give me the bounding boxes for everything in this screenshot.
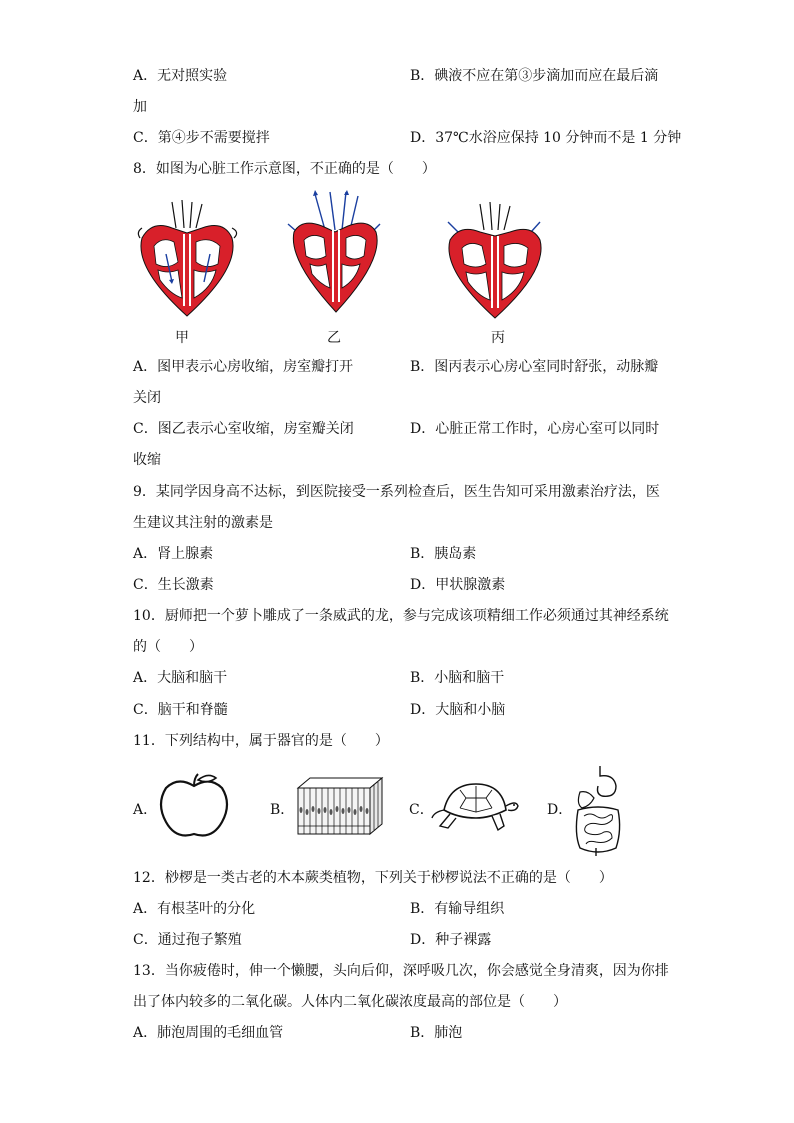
q9-stem-cont: 生建议其注射的激素是 [133,515,273,531]
figure-label-jia: 甲 [175,330,189,346]
q9-option-a: A．肾上腺素 [133,546,214,562]
q7-option-d: D．37℃水浴应保持 10 分钟而不是 1 分钟 [410,130,682,146]
q10-option-a: A．大脑和脑干 [133,670,228,686]
q10-option-b: B．小脑和脑干 [410,670,505,686]
q8-option-b: B．图丙表示心房心室同时舒张，动脉瓣 [410,359,659,375]
q10-stem: 10．厨师把一个萝卜雕成了一条威武的龙，参与完成该项精细工作必须通过其神经系统 [133,608,669,624]
q11-option-b-label: B． [270,802,295,818]
q10-option-d: D．大脑和小脑 [410,702,506,718]
heart-figure-jia [132,198,242,318]
figure-label-bing: 丙 [491,330,505,346]
q7-option-b: B．碘液不应在第③步滴加而应在最后滴 [410,68,659,84]
figure-label-yi: 乙 [327,330,341,346]
q11-stem: 11．下列结构中，属于器官的是（ ） [133,733,389,749]
turtle-icon [430,776,520,840]
heart-figure-yi [280,190,390,315]
epithelial-tissue-icon [294,774,386,840]
q13-stem: 13．当你疲倦时，伸一个懒腰，头向后仰，深呼吸几次，你会感觉全身清爽，因为你排 [133,963,669,979]
q12-stem: 12．桫椤是一类古老的木本蕨类植物，下列关于桫椤说法不正确的是（ ） [133,870,613,886]
heart-figure-bing [440,200,550,320]
q13-stem-cont: 出了体内较多的二氧化碳。人体内二氧化碳浓度最高的部位是（ ） [133,994,567,1010]
q11-option-d-label: D． [547,802,573,818]
q7-option-b-cont: 加 [133,99,147,115]
q8-option-d: D．心脏正常工作时，心房心室可以同时 [410,421,660,437]
q12-option-d: D．种子裸露 [410,932,492,948]
q8-stem: 8．如图为心脏工作示意图，不正确的是（ ） [133,161,436,177]
q9-stem: 9．某同学因身高不达标，到医院接受一系列检查后，医生告知可采用激素治疗法，医 [133,484,660,500]
q7-option-c: C．第④步不需要搅拌 [133,130,270,146]
q12-option-a: A．有根茎叶的分化 [133,901,256,917]
q10-stem-cont: 的（ ） [133,639,203,655]
q9-option-b: B．胰岛素 [410,546,477,562]
q13-option-a: A．肺泡周围的毛细血管 [133,1025,284,1041]
q8-option-c: C．图乙表示心室收缩，房室瓣关闭 [133,421,354,437]
q11-option-a-label: A． [133,802,158,818]
q10-option-c: C．脑干和脊髓 [133,702,228,718]
q9-option-d: D．甲状腺激素 [410,577,506,593]
q8-option-a: A．图甲表示心房收缩，房室瓣打开 [133,359,354,375]
q13-option-b: B．肺泡 [410,1025,463,1041]
digestive-system-icon [570,764,626,856]
q12-option-c: C．通过孢子繁殖 [133,932,242,948]
apple-icon [158,772,230,842]
q8-option-b-cont: 关闭 [133,390,161,406]
q7-option-a: A．无对照实验 [133,68,228,84]
q9-option-c: C．生长激素 [133,577,214,593]
q12-option-b: B．有输导组织 [410,901,505,917]
q8-option-d-cont: 收缩 [133,452,161,468]
q11-option-c-label: C． [409,802,434,818]
